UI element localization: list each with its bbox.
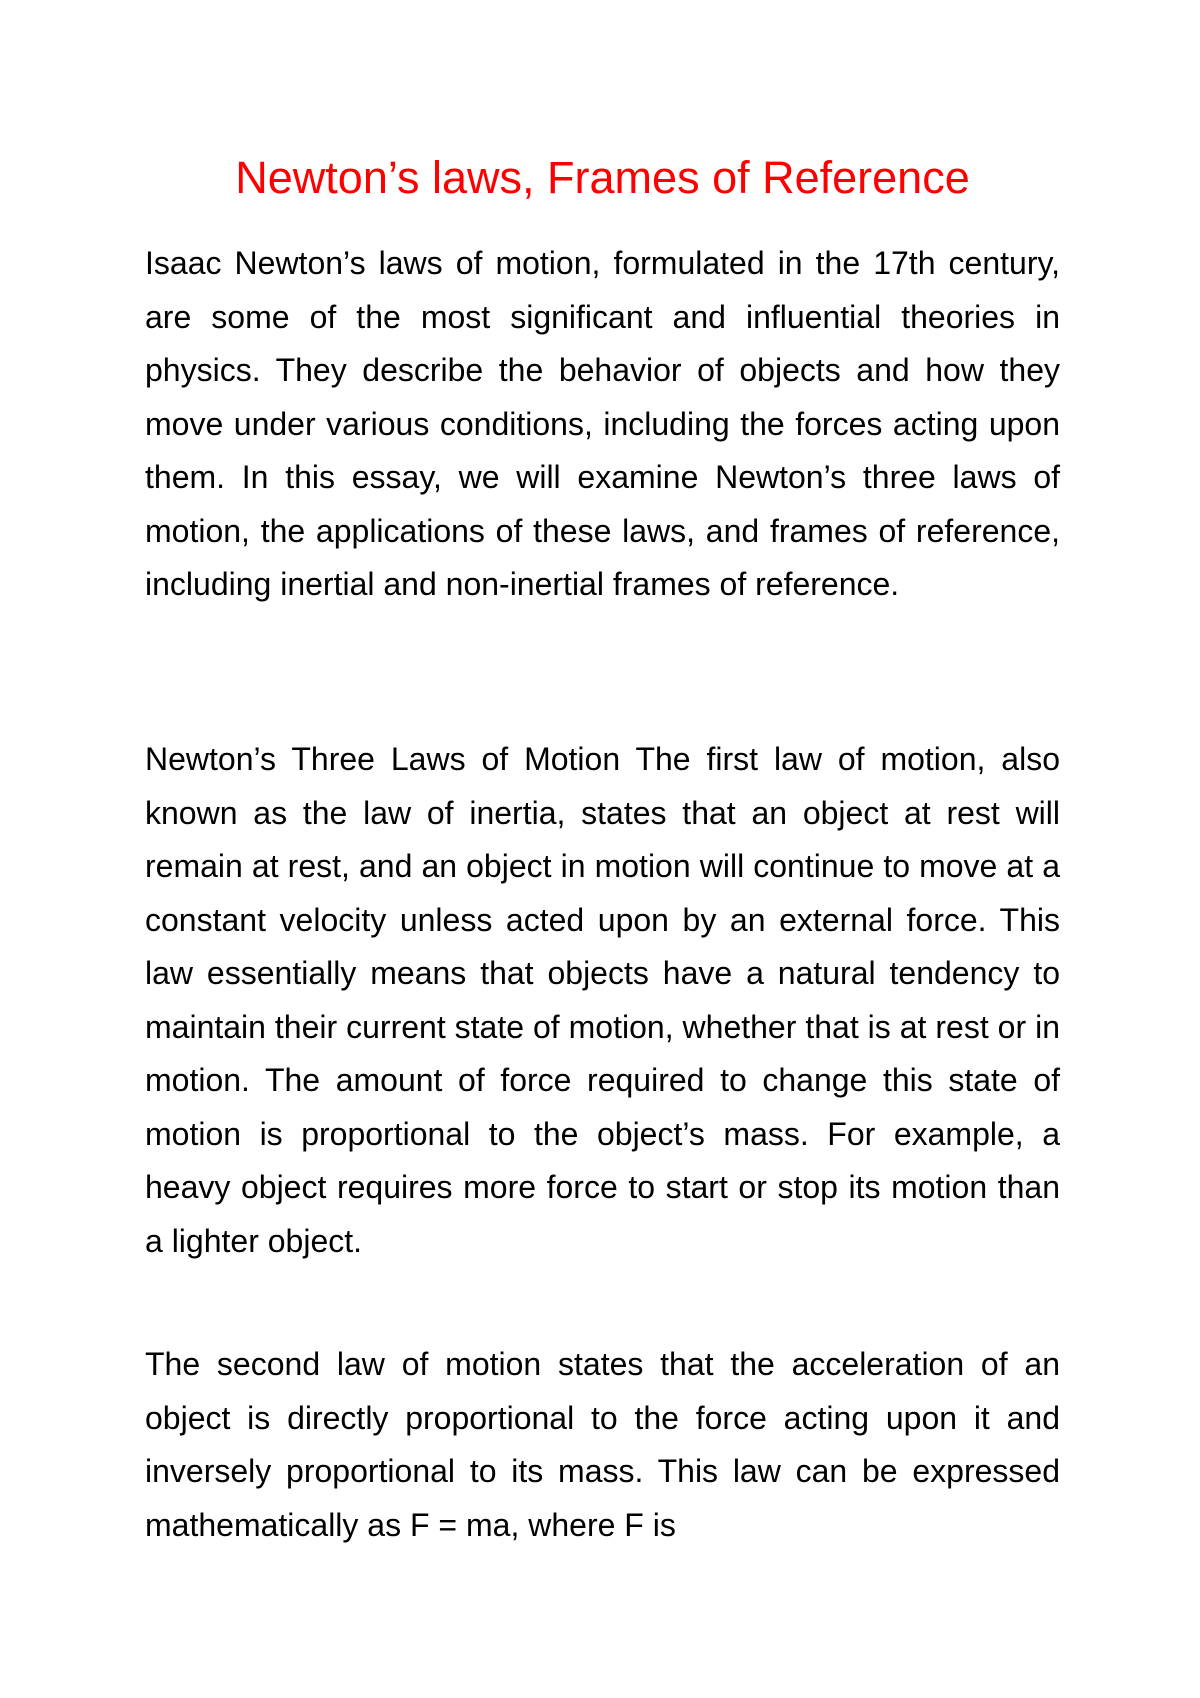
paragraph-second-law: The second law of motion states that the acceleration of an object is directly proportional to the force acting upon it and inversely proportional to its mass. This law can be expressed mathematically as F = ma, where F is xyxy=(145,1346,1060,1543)
document-title: Newton’s laws, Frames of Reference xyxy=(235,152,970,203)
paragraph-introduction: Isaac Newton’s laws of motion, formulated in the 17th century, are some of the most significant and influential theories in physics. They describe the behavior of objects and how they move under various conditions, including the forces acting upon them. In this essay, we will examine Newton’s three laws of motion, the applications of these laws, and frames of reference, including inertial and non-inertial frames of reference. xyxy=(145,245,1060,602)
paragraph-first-law: Newton’s Three Laws of Motion The first law of motion, also known as the law of inertia, states that an object at rest will remain at rest, and an object in motion will continue to move at a constant velocity unless acted upon by an external force. This law essentially means that objects have a natural tendency to maintain their current state of motion, whether that is at rest or in motion. The amount of force required to change this state of motion is proportional to the object’s mass. For example, a heavy object requires more force to start or stop its motion than a lighter object. xyxy=(145,741,1060,1259)
